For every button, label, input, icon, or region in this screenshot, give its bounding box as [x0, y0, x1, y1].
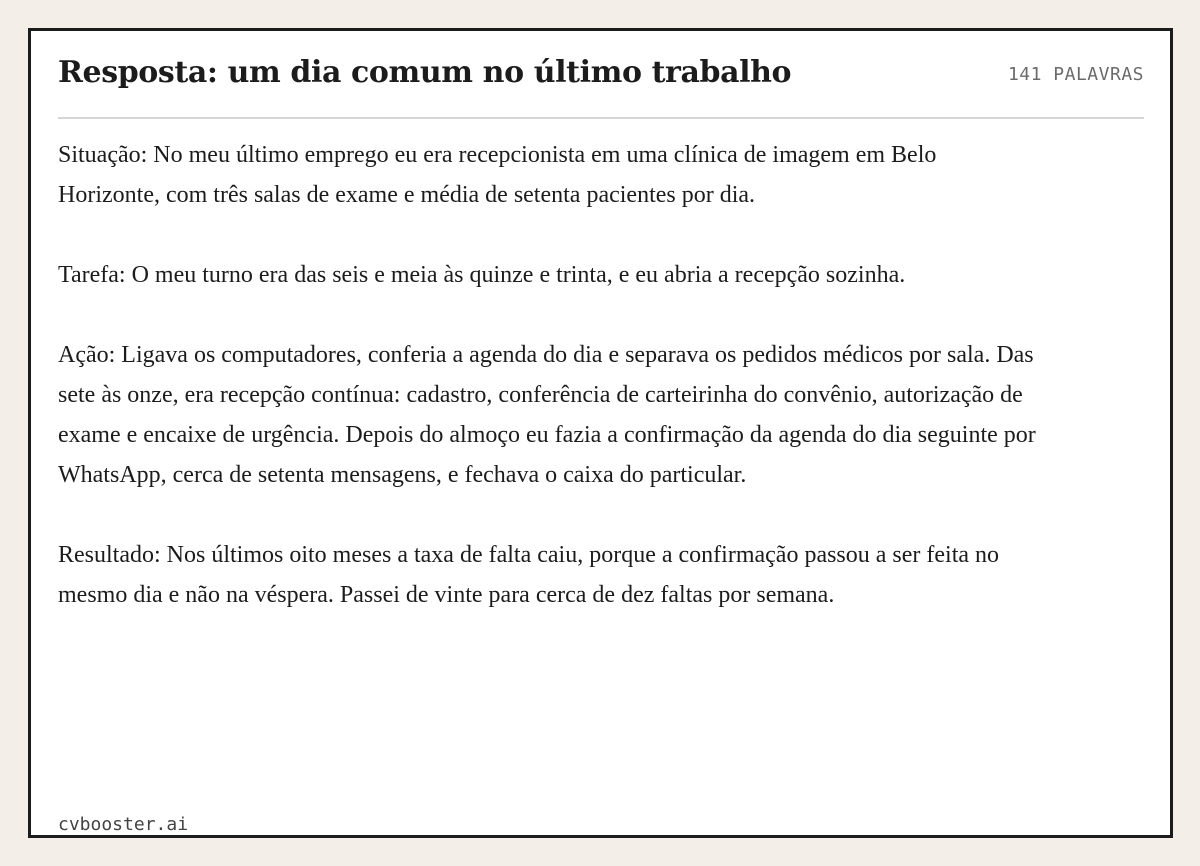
- answer-card: [28, 28, 1173, 838]
- paragraph-result: Resultado: Nos últimos oito meses a taxa de falta caiu, porque a confirmação passou a ser feita no mesmo dia e não na véspera. Passei de vinte para cerca de dez faltas por semana.: [58, 542, 1000, 608]
- paragraph-situation: Situação: No meu último emprego eu era recepcionista em uma clínica de imagem em Belo Horizonte, com três salas de exame e média de setenta pacientes por dia.: [58, 142, 937, 208]
- word-count-badge: 141 PALAVRAS: [1007, 64, 1144, 85]
- brand-footer: cvbooster.ai: [58, 814, 189, 835]
- paragraph-task: Tarefa: O meu turno era das seis e meia às quinze e trinta, e eu abria a recepção sozinha.: [58, 262, 906, 288]
- header-divider: [58, 117, 1144, 119]
- document-title: Resposta: um dia comum no último trabalho: [58, 55, 792, 90]
- answer-body: [58, 135, 1038, 655]
- paragraph-action: Ação: Ligava os computadores, conferia a agenda do dia e separava os pedidos médicos por sala. Das sete às onze, era recepção contínua: cadastro, conferência de carteirinha do convênio, autorização de exame e encaixe de urgência. Depois do almoço eu fazia a confirmação da agenda do dia seguinte por WhatsApp, cerca de setenta mensagens, e fechava o caixa do particular.: [58, 342, 1036, 488]
